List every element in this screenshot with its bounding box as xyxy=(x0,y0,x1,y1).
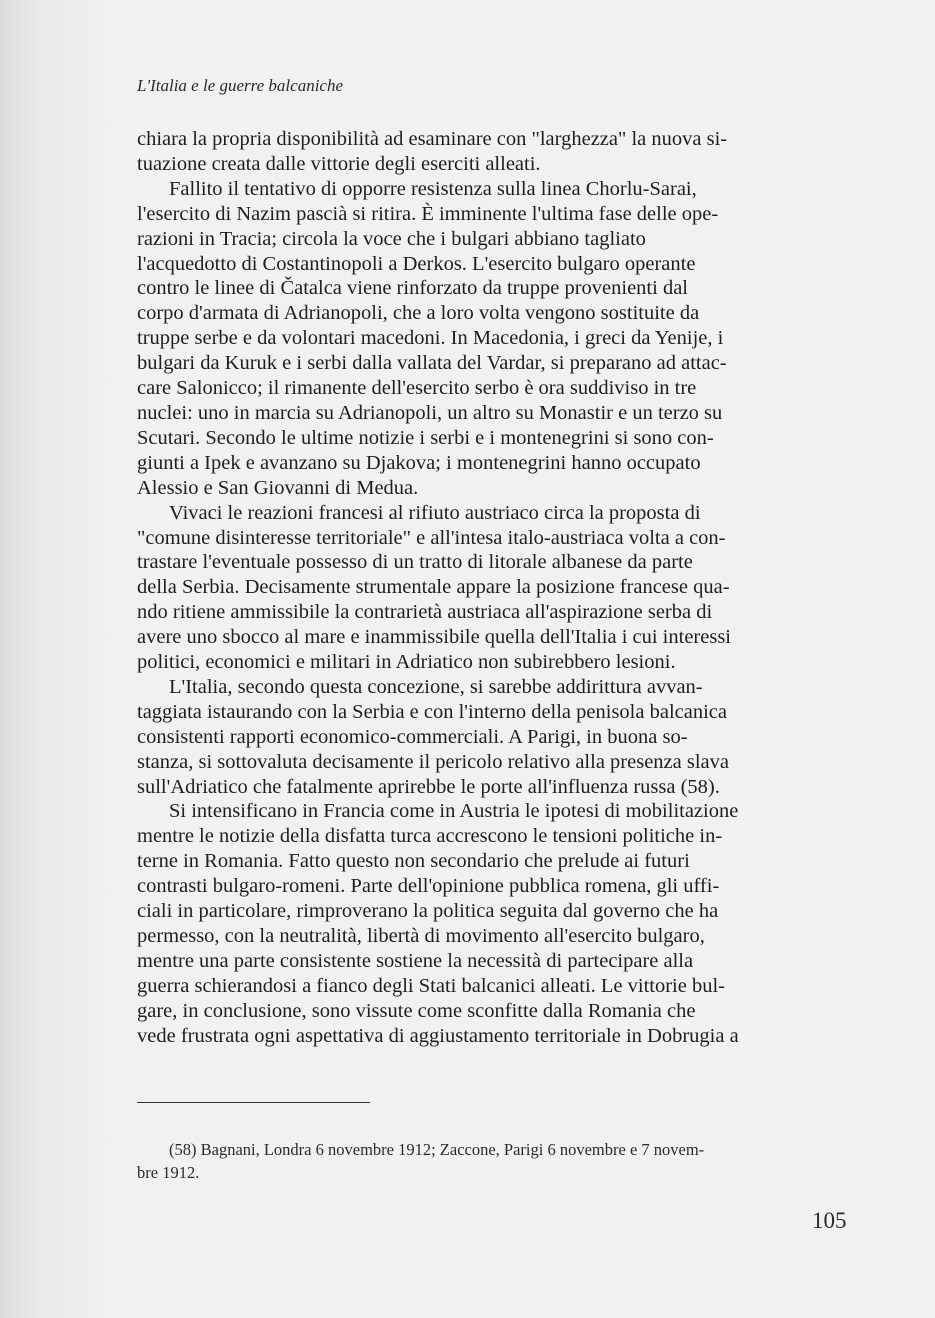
text-line: della Serbia. Decisamente strumentale appare la posizione francese qua- xyxy=(137,576,730,599)
footnote-separator xyxy=(137,1102,370,1103)
text-line: Fallito il tentativo di opporre resistenza sulla linea Chorlu-Sarai, xyxy=(169,177,697,200)
text-line: mentre una parte consistente sostiene la necessità di partecipare alla xyxy=(137,949,694,972)
text-line: guerra schierandosi a fianco degli Stati balcanici alleati. Le vittorie bul- xyxy=(137,974,726,997)
text-line: L'Italia, secondo questa concezione, si sarebbe addirittura avvan- xyxy=(169,675,703,698)
text-line: truppe serbe e da volontari macedoni. In Macedonia, i greci da Yenije, i xyxy=(137,327,724,350)
text-line: bulgari da Kuruk e i serbi dalla vallata del Vardar, si preparano ad attac- xyxy=(137,352,727,375)
text-line: ndo ritiene ammissibile la contrarietà austriaca all'aspirazione serba di xyxy=(137,601,713,624)
text-line: trastare l'eventuale possesso di un tratto di litorale albanese da parte xyxy=(137,551,693,574)
running-header: L'Italia e le guerre balcaniche xyxy=(137,76,344,95)
text-line: corpo d'armata di Adrianopoli, che a loro volta vengono sostituite da xyxy=(137,302,700,325)
footnote-line: (58) Bagnani, Londra 6 novembre 1912; Zaccone, Parigi 6 novembre e 7 novem- xyxy=(169,1140,705,1159)
text-line: consistenti rapporti economico-commerciali. A Parigi, in buona so- xyxy=(137,725,688,748)
text-line: contrasti bulgaro-romeni. Parte dell'opinione pubblica romena, gli uffi- xyxy=(137,875,720,898)
text-line: permesso, con la neutralità, libertà di movimento all'esercito bulgaro, xyxy=(137,925,705,947)
text-line: ciali in particolare, rimproverano la politica seguita dal governo che ha xyxy=(137,900,719,923)
text-line: l'acquedotto di Costantinopoli a Derkos. L'esercito bulgaro operante xyxy=(137,252,696,275)
text-line: stanza, si sottovaluta decisamente il pericolo relativo alla presenza slava xyxy=(137,750,729,773)
text-line: Alessio e San Giovanni di Medua. xyxy=(137,476,419,499)
text-line: taggiata istaurando con la Serbia e con l'interno della penisola balcanica xyxy=(137,700,727,723)
text-line: Si intensificano in Francia come in Austria le ipotesi di mobilitazione xyxy=(169,800,739,823)
text-line: care Salonicco; il rimanente dell'esercito serbo è ora suddiviso in tre xyxy=(137,377,697,400)
body-text xyxy=(137,127,849,1049)
footnote-line: bre 1912. xyxy=(137,1163,200,1182)
text-line: avere uno sbocco al mare e inammissibile quella dell'Italia i cui interessi xyxy=(137,626,731,649)
text-line: l'esercito di Nazim pascià si ritira. È imminente l'ultima fase delle ope- xyxy=(137,202,719,225)
text-line: giunti a Ipek e avanzano su Djakova; i montenegrini hanno occupato xyxy=(137,451,701,474)
text-line: politici, economici e militari in Adriatico non subirebbero lesioni. xyxy=(137,651,676,674)
text-line: nuclei: uno in marcia su Adrianopoli, un altro su Monastir e un terzo su xyxy=(137,401,723,424)
text-line: terne in Romania. Fatto questo non secondario che prelude ai futuri xyxy=(137,850,690,873)
text-line: tuazione creata dalle vittorie degli eserciti alleati. xyxy=(137,152,541,175)
page-number: 105 xyxy=(812,1208,847,1233)
text-line: razioni in Tracia; circola la voce che i bulgari abbiano tagliato xyxy=(137,227,646,250)
text-line: mentre le notizie della disfatta turca accrescono le tensioni politiche in- xyxy=(137,825,723,848)
footnote xyxy=(137,1138,849,1184)
text-line: chiara la propria disponibilità ad esaminare con "larghezza" la nuova si- xyxy=(137,128,728,150)
text-line: "comune disinteresse territoriale" e all'intesa italo-austriaca volta a con- xyxy=(137,526,726,549)
text-line: sull'Adriatico che fatalmente aprirebbe le porte all'influenza russa (58). xyxy=(137,775,720,798)
text-line: vede frustrata ogni aspettativa di aggiustamento territoriale in Dobrugia a xyxy=(137,1024,739,1047)
text-line: Scutari. Secondo le ultime notizie i serbi e i montenegrini si sono con- xyxy=(137,426,714,449)
text-line: Vivaci le reazioni francesi al rifiuto austriaco circa la proposta di xyxy=(169,501,701,524)
text-line: contro le linee di Čatalca viene rinforzato da truppe provenienti dal xyxy=(137,277,688,300)
text-line: gare, in conclusione, sono vissute come sconfitte dalla Romania che xyxy=(137,999,696,1022)
